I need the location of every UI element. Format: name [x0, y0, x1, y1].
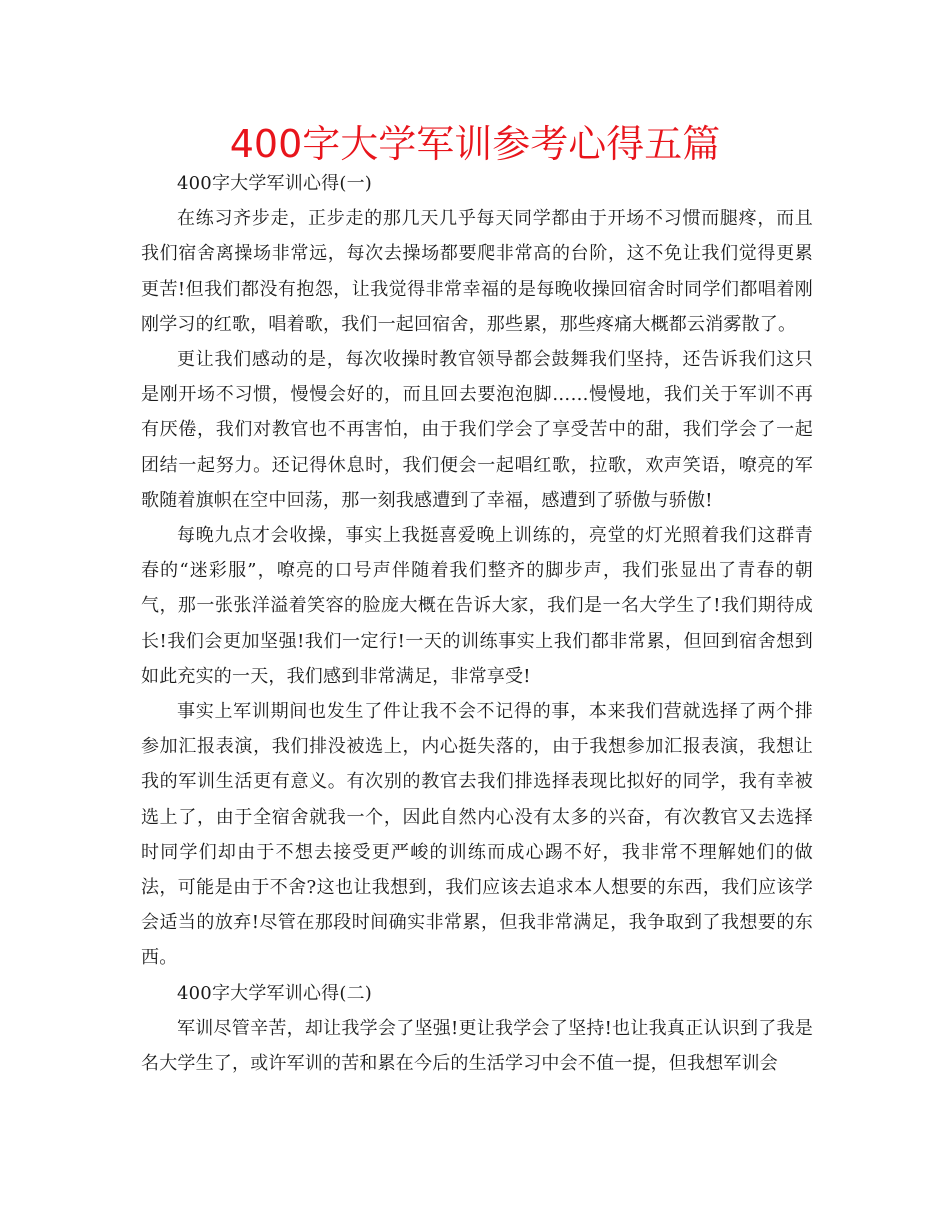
- section-1: [141, 166, 813, 976]
- paragraph: 军训尽管辛苦，却让我学会了坚强!更让我学会了坚持!也让我真正认识到了我是名大学生了，或许军训的苦和累在今后的生活学习中会不值一提，但我想军训会: [141, 1017, 813, 1075]
- section-heading: 400字大学军训心得(一): [177, 173, 373, 194]
- paragraph: 在练习齐步走，正步走的那几天几乎每天同学都由于开场不习惯而腿疼，而且我们宿舍离操场非常远，每次去操场都要爬非常高的台阶，这不免让我们觉得更累更苦!但我们都没有抱怨，让我觉得非常幸福的是每晚收操回宿舍时同学们都唱着刚刚学习的红歌，唱着歌，我们一起回宿舍，那些累，那些疼痛大概都云消雾散了。: [141, 208, 813, 335]
- section-heading: 400字大学军训心得(二): [177, 982, 373, 1004]
- paragraph: 更让我们感动的是，每次收操时教官领导都会鼓舞我们坚持，还告诉我们这只是刚开场不习惯，慢慢会好的，而且回去要泡泡脚……慢慢地，我们关于军训不再有厌倦，我们对教官也不再害怕，由于我们学会了享受苦中的甜，我们学会了一起团结一起努力。还记得休息时，我们便会一起唱红歌，拉歌，欢声笑语，嘹亮的军歌随着旗帜在空中回荡，那一刻我感遭到了幸福，感遭到了骄傲与骄傲!: [141, 349, 813, 511]
- document-title: 400字大学军训参考心得五篇: [229, 122, 721, 166]
- paragraph: 事实上军训期间也发生了件让我不会不记得的事，本来我们营就选择了两个排参加汇报表演，我们排没被选上，内心挺失落的，由于我想参加汇报表演，我想让我的军训生活更有意义。有次别的教官去我们排选择表现比拟好的同学，我有幸被选上了，由于全宿舍就我一个，因此自然内心没有太多的兴奋，有次教官又去选择时同学们却由于不想去接受更严峻的训练而成心踢不好，我非常不理解她们的做法，可能是由于不舍?这也让我想到，我们应该去追求本人想要的东西，我们应该学会适当的放弃!尽管在那段时间确实非常累，但我非常满足，我争取到了我想要的东西。: [141, 701, 813, 969]
- document-body: [141, 166, 813, 1081]
- paragraph: 每晚九点才会收操，事实上我挺喜爱晚上训练的，亮堂的灯光照着我们这群青春的“迷彩服”，嘹亮的口号声伴随着我们整齐的脚步声，我们张显出了青春的朝气，那一张张洋溢着笑容的脸庞大概在告诉大家，我们是一名大学生了!我们期待成长!我们会更加坚强!我们一定行!一天的训练事实上我们都非常累，但回到宿舍想到如此充实的一天，我们感到非常满足，非常享受!: [141, 525, 813, 687]
- section-2: [141, 976, 813, 1082]
